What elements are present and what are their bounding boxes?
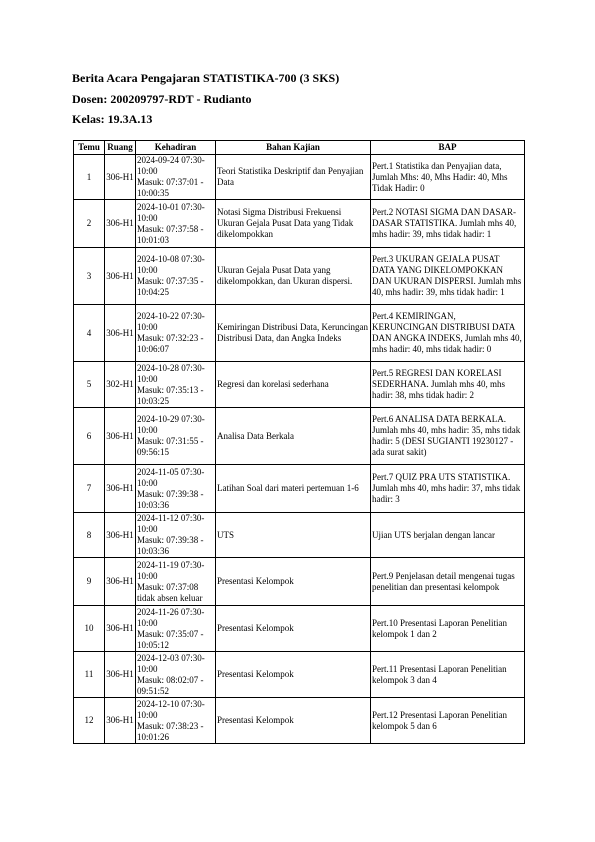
header-kehadiran: Kehadiran bbox=[136, 141, 216, 155]
row-temu: 11 bbox=[74, 652, 105, 698]
table-row bbox=[74, 698, 525, 744]
row-ruang: 306-H1 bbox=[105, 155, 136, 200]
header-bap: BAP bbox=[371, 141, 525, 155]
row-ruang: 306-H1 bbox=[105, 652, 136, 698]
table-row bbox=[74, 606, 525, 652]
table-row bbox=[74, 465, 525, 513]
row-ruang: 306-H1 bbox=[105, 465, 136, 513]
row-temu: 4 bbox=[74, 305, 105, 362]
row-temu: 7 bbox=[74, 465, 105, 513]
table-row bbox=[74, 248, 525, 305]
row-kehadiran: 2024-11-26 07:30-10:00 Masuk: 07:35:07 - 10:05:12 bbox=[136, 606, 216, 652]
table-row bbox=[74, 558, 525, 606]
row-temu: 6 bbox=[74, 408, 105, 465]
row-temu: 5 bbox=[74, 362, 105, 408]
row-bap: Pert.6 ANALISA DATA BERKALA. Jumlah mhs 40, mhs hadir: 35, mhs tidak hadir: 5 (DESI SUGIANTI 19230127 - ada surat sakit) bbox=[371, 408, 525, 465]
row-ruang: 302-H1 bbox=[105, 362, 136, 408]
document-title: Berita Acara Pengajaran STATISTIKA-700 (3 SKS) bbox=[72, 71, 340, 85]
table-row bbox=[74, 305, 525, 362]
row-kehadiran: 2024-09-24 07:30-10:00 Masuk: 07:37:01 - 10:00:35 bbox=[136, 155, 216, 200]
row-kehadiran: 2024-11-12 07:30-10:00 Masuk: 07:39:38 - 10:03:36 bbox=[136, 513, 216, 558]
row-bahan-kajian: Notasi Sigma Distribusi Frekuensi Ukuran Gejala Pusat Data yang Tidak dikelompokkan bbox=[216, 200, 371, 248]
row-bahan-kajian: Presentasi Kelompok bbox=[216, 652, 371, 698]
row-bap: Pert.2 NOTASI SIGMA DAN DASAR-DASAR STATISTIKA. Jumlah mhs 40, mhs hadir: 39, mhs tidak hadir: 1 bbox=[371, 200, 525, 248]
row-temu: 12 bbox=[74, 698, 105, 744]
row-kehadiran: 2024-10-22 07:30-10:00 Masuk: 07:32:23 - 10:06:07 bbox=[136, 305, 216, 362]
row-kehadiran: 2024-12-03 07:30-10:00 Masuk: 08:02:07 - 09:51:52 bbox=[136, 652, 216, 698]
row-ruang: 306-H1 bbox=[105, 305, 136, 362]
row-bap: Pert.5 REGRESI DAN KORELASI SEDERHANA. Jumlah mhs 40, mhs hadir: 38, mhs tidak hadir: 2 bbox=[371, 362, 525, 408]
table-header-row bbox=[74, 141, 525, 155]
row-kehadiran: 2024-10-08 07:30-10:00 Masuk: 07:37:35 - 10:04:25 bbox=[136, 248, 216, 305]
row-temu: 2 bbox=[74, 200, 105, 248]
row-bap: Pert.9 Penjelasan detail mengenai tugas penelitian dan presentasi kelompok bbox=[371, 558, 525, 606]
row-bap: Pert.3 UKURAN GEJALA PUSAT DATA YANG DIKELOMPOKKAN DAN UKURAN DISPERSI. Jumlah mhs 40, mhs hadir: 39, mhs tidak hadir: 1 bbox=[371, 248, 525, 305]
row-temu: 10 bbox=[74, 606, 105, 652]
row-temu: 1 bbox=[74, 155, 105, 200]
row-kehadiran: 2024-11-05 07:30-10:00 Masuk: 07:39:38 - 10:03:36 bbox=[136, 465, 216, 513]
row-ruang: 306-H1 bbox=[105, 408, 136, 465]
header-ruang: Ruang bbox=[105, 141, 136, 155]
row-bahan-kajian: Analisa Data Berkala bbox=[216, 408, 371, 465]
row-temu: 3 bbox=[74, 248, 105, 305]
table-row bbox=[74, 408, 525, 465]
row-bap: Pert.10 Presentasi Laporan Penelitian kelompok 1 dan 2 bbox=[371, 606, 525, 652]
header-temu: Temu bbox=[74, 141, 105, 155]
table-row bbox=[74, 155, 525, 200]
row-bap: Pert.1 Statistika dan Penyajian data, Jumlah Mhs: 40, Mhs Hadir: 40, Mhs Tidak Hadir: 0 bbox=[371, 155, 525, 200]
row-bap: Pert.4 KEMIRINGAN, KERUNCINGAN DISTRIBUSI DATA DAN ANGKA INDEKS, Jumlah mhs 40, mhs hadir: 40, mhs tidak hadir: 0 bbox=[371, 305, 525, 362]
row-bap: Pert.7 QUIZ PRA UTS STATISTIKA. Jumlah mhs 40, mhs hadir: 37, mhs tidak hadir: 3 bbox=[371, 465, 525, 513]
row-bahan-kajian: Presentasi Kelompok bbox=[216, 698, 371, 744]
table-row bbox=[74, 200, 525, 248]
row-kehadiran: 2024-10-29 07:30-10:00 Masuk: 07:31:55 - 09:56:15 bbox=[136, 408, 216, 465]
table-row bbox=[74, 652, 525, 698]
row-bahan-kajian: Latihan Soal dari materi pertemuan 1-6 bbox=[216, 465, 371, 513]
row-ruang: 306-H1 bbox=[105, 513, 136, 558]
attendance-table bbox=[73, 140, 525, 744]
row-bahan-kajian: Presentasi Kelompok bbox=[216, 558, 371, 606]
header-bahan-kajian: Bahan Kajian bbox=[216, 141, 371, 155]
lecturer-line: Dosen: 200209797-RDT - Rudianto bbox=[72, 92, 252, 106]
row-ruang: 306-H1 bbox=[105, 698, 136, 744]
row-bap: Pert.12 Presentasi Laporan Penelitian kelompok 5 dan 6 bbox=[371, 698, 525, 744]
row-kehadiran: 2024-12-10 07:30-10:00 Masuk: 07:38:23 - 10:01:26 bbox=[136, 698, 216, 744]
row-temu: 8 bbox=[74, 513, 105, 558]
row-ruang: 306-H1 bbox=[105, 606, 136, 652]
row-kehadiran: 2024-11-19 07:30-10:00 Masuk: 07:37:08 tidak absen keluar bbox=[136, 558, 216, 606]
row-bahan-kajian: Teori Statistika Deskriptif dan Penyajian Data bbox=[216, 155, 371, 200]
class-line: Kelas: 19.3A.13 bbox=[72, 112, 153, 126]
row-bahan-kajian: Regresi dan korelasi sederhana bbox=[216, 362, 371, 408]
row-bahan-kajian: Kemiringan Distribusi Data, Keruncingan Distribusi Data, dan Angka Indeks bbox=[216, 305, 371, 362]
row-bahan-kajian: Presentasi Kelompok bbox=[216, 606, 371, 652]
row-temu: 9 bbox=[74, 558, 105, 606]
row-bap: Ujian UTS berjalan dengan lancar bbox=[371, 513, 525, 558]
row-bahan-kajian: UTS bbox=[216, 513, 371, 558]
row-ruang: 306-H1 bbox=[105, 248, 136, 305]
row-kehadiran: 2024-10-01 07:30-10:00 Masuk: 07:37:58 - 10:01:03 bbox=[136, 200, 216, 248]
row-kehadiran: 2024-10-28 07:30-10:00 Masuk: 07:35:13 - 10:03:25 bbox=[136, 362, 216, 408]
table-row bbox=[74, 513, 525, 558]
row-bahan-kajian: Ukuran Gejala Pusat Data yang dikelompokkan, dan Ukuran dispersi. bbox=[216, 248, 371, 305]
table-row bbox=[74, 362, 525, 408]
row-ruang: 306-H1 bbox=[105, 558, 136, 606]
row-ruang: 306-H1 bbox=[105, 200, 136, 248]
row-bap: Pert.11 Presentasi Laporan Penelitian kelompok 3 dan 4 bbox=[371, 652, 525, 698]
